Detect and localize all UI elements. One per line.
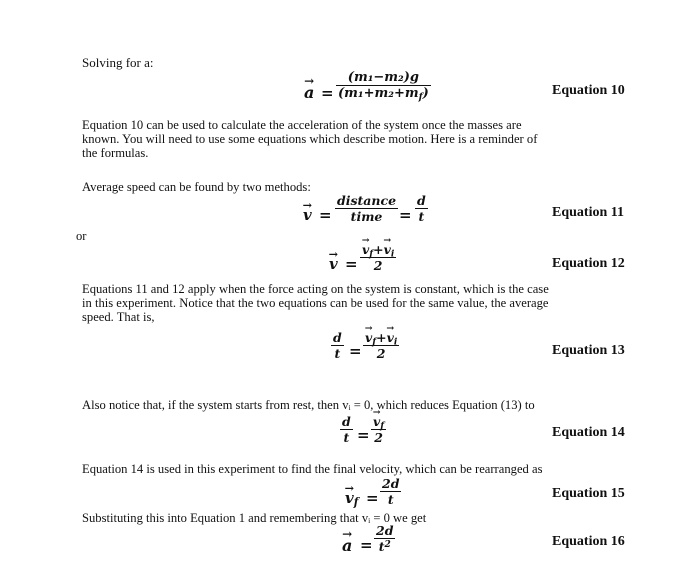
final-velocity-symbol: → v: [345, 489, 354, 507]
equation-14-label: Equation 14: [552, 425, 625, 440]
paragraph-substituting: Substituting this into Equation 1 and remembering that vᵢ = 0 we get: [82, 511, 427, 525]
equals-sign: =: [399, 206, 412, 224]
vf-vi-over-2-fraction: → $v_f+\to v_i$ 2: [363, 330, 399, 361]
or-text: or: [76, 229, 87, 243]
d-over-t-fraction: d t: [342, 414, 351, 445]
equation-12-label: Equation 12: [552, 256, 625, 271]
accel-symbol: → a: [342, 536, 352, 555]
paragraph-average-speed: Average speed can be found by two methods:: [82, 180, 311, 194]
equation-13-label: Equation 13: [552, 343, 625, 358]
paragraph-intro: Equation 10 can be used to calculate the acceleration of the system once the masses are known. You will need to use some equations which describe motion. Here is a reminder of the formulas.: [82, 118, 538, 160]
paragraph-from-rest: Also notice that, if the system starts from rest, then vᵢ = 0, which reduces Equation (13) to: [82, 398, 535, 412]
d-over-t-fraction: d t: [417, 193, 426, 224]
equals-sign: =: [319, 206, 332, 224]
accel-fraction: [336, 70, 431, 101]
avg-velocity-symbol: → v: [329, 255, 338, 273]
accel-numerator: (m₁−m₂)g: [347, 70, 419, 85]
distance-time-fraction: distance time: [337, 193, 397, 224]
paragraph-final-velocity: Equation 14 is used in this experiment to find the final velocity, which can be rearranged as: [82, 462, 543, 476]
equation-10-label: Equation 10: [552, 83, 625, 98]
2d-over-t-fraction: 2d t: [382, 476, 400, 507]
accel-symbol: → a: [304, 83, 314, 102]
equation-16-label: Equation 16: [552, 534, 625, 549]
accel-denominator: $(m_1+m_2+m_f)$: [338, 86, 429, 103]
2d-over-t-squared-fraction: 2d $t^2$: [376, 523, 394, 554]
d-over-t-fraction: d t: [333, 330, 342, 361]
equals-sign: =: [321, 84, 334, 102]
vf-vi-over-2-fraction: → $v_f+\to v_i$ 2: [360, 242, 396, 273]
section-heading: Solving for a:: [82, 55, 154, 70]
vf-over-2-fraction: → $v_f$ 2: [371, 414, 386, 445]
equals-sign: =: [357, 426, 370, 444]
paragraph-constant-force: Equations 11 and 12 apply when the force acting on the system is constant, which is the case in this experiment. Notice that the two equations can be used for the same value, the average speed. That is,: [82, 282, 549, 324]
equals-sign: =: [345, 255, 358, 273]
equals-sign: =: [349, 342, 362, 360]
equals-sign: =: [366, 489, 379, 507]
equation-15-label: Equation 15: [552, 486, 625, 501]
avg-velocity-symbol: → v: [303, 206, 312, 224]
equals-sign: =: [360, 536, 373, 554]
equation-11-label: Equation 11: [552, 205, 624, 220]
